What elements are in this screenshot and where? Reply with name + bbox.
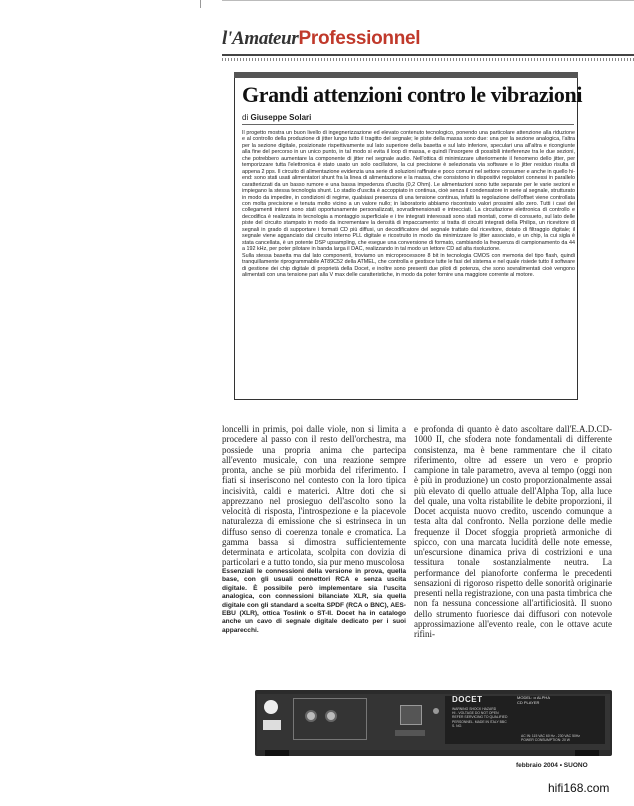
sidebar-paragraph: Sulla stessa basetta ma dal lato componenti, troviamo un microprocessore 8 bit in tecnologia CMOS con memoria del tipo flash, quindi tranquillamente riprogrammabile AT89C52 della ATMEL, che controlla e gestisce tutte le fasi del sistema e nel quale risiede tutto il software di gestione dei chip digitale di proprietà della Docet, e inoltre sono presenti due piloti di potenza, che sono sovralimentati cioè vengono alimentati con una tensione pari alla V max delle caratteristiche, in modo da poter fornire una maggiore corrente al motore. [242,252,575,278]
watermark: hifi168.com [548,781,610,795]
device-foot [265,750,289,756]
fuse-holder [395,730,425,736]
rca-connector-icon [305,710,317,722]
warning-label [452,707,542,728]
serial-sticker [263,720,281,730]
column-right-text: e profonda di quanto è dato ascoltare dall'E.A.D.CD-1000 II, che sfodera note fondamentali di differente consistenza, ma è bene rammentare che il citato riferimento, oltre ad essere un vero e proprio campione in tale parametro, aveva al tempo (oggi non è più in produzione) un costo proporzionalmente assai più elevato di quello attuale dell'Alpha Top, alla luce del quale, una volta ristabilite le debite proporzioni, il Docet acquista nuovo credito, uscendo comunque a testa alta dal confronto. Nella porzione delle medie frequenze il Docet sfoggia proprietà armoniche di spicco, con una marcata lucidità delle note emesse, un'escursione dinamica priva di costrizioni e una tessitura tonale sostanzialmente neutra. La performance del pianoforte conferma le precedenti sensazioni di rigoroso rispetto delle sonorità originarie presenti nella registrazione, con una pasta timbrica che non fa nessuna concessione all'artificiosità. Il suono dello strumento fuoriesce dai diffusori con notevole approssimazione all'evento reale, con le ottave acute rifini- [414,424,612,639]
section-title-prefix: l' [222,28,232,49]
page-footer: febbraio 2004 • SUONO [516,762,588,769]
byline-prefix: di [242,113,249,122]
top-rule [222,0,634,1]
spec-line: POWER CONSUMPTION: 20 W [521,738,570,743]
model-label [517,695,550,705]
model-line: CD PLAYER [517,700,540,705]
spec-line: AC IN: 115 VAC 60 Hz - 230 VAC 50Hz [521,734,580,738]
brand-logo: DOCET [452,695,483,704]
rca-connector-icon [325,710,337,722]
warning-line: REFER SERVICING TO QUALIFIED [452,715,508,720]
header-underline [222,54,634,56]
sidebar-box-top-bar [234,72,578,78]
model-line: MODEL: α ALPHA [517,695,550,700]
screw-icon [433,708,439,714]
warning-line: HI - VOLTAGE DO NOT OPEN [452,711,499,716]
article-title: Grandi attenzioni contro le vibrazioni [242,82,583,107]
warning-line: PERSONNEL. MADE IN ITALY BBC [452,719,507,724]
byline-rule [242,124,574,125]
ce-mark-icon [264,700,278,714]
photo-caption: Essenziali le connessioni della versione in prova, quella base, con gli usuali connettori RCA e senza uscita digitale. È possibile però implementare sia l'uscita analogica, con connessioni bilanciate XLR, sia quella digitale con gli standard a scelta SPDF (RCA o BNC), AES-EBU (XLR), ottica Toslink o ST-II. Docet ha in catalogo anche un cavo di segnale digitale dedicato per i suoi apparecchi. [222,568,406,634]
section-header [222,28,634,54]
sidebar-paragraph: Il progetto mostra un buon livello di ingegnerizzazione ed elevato contenuto tecnologico, ponendo una particolare attenzione alla riduzione e al controllo della produzione di jitter lungo tutto il tragitto del segnale; le piste della massa sono due: una per la sezione analogica, l'altra per la sezione digitale, posizionate rispettivamente sul lato superiore della basetta e sul lato inferiore, speculari una all'altra e ricongiunte alla fine del percorso in un unico punto, in tal modo si evita il loop di massa, e quindi l'insorgere di possibili interferenze tra le due sezioni, che potrebbero aumentare la componente di jitter nel segnale audio. Nell'ottica di minimizzare ulteriormente il fenomeno dello jitter, per temporizzare tutta l'elettronica è stato usato un solo oscillatore, la cui precisione è selezionata via software e lo jitter residuo risulta di appena 2 pps. Il circuito di alimentazione evidenzia una serie di soluzioni raffinate e poco comuni nel settore consumer e anche in quello hi-end: sono stati usati alimentatori shunt fra la linea di alimentazione e la massa, che consistono in dispositivi regolatori connessi in parallelo caratterizzati da un basso rumore e una bassa impedenza d'uscita (0,2 Ohm). Le alimentazioni sono tutte separate per le varie sezioni e impiegano la stessa tecnologia shunt. Lo stadio d'uscita è accoppiato in continua, cioè senza il condensatore in serie al segnale, strutturato in modo da impedire, in condizioni di regime, qualsiasi presenza di una tensione continua, infatti la regolazione dell'offset viene controllata con molta precisione e tenuta molto vicino a un valore nullo; in laboratorio abbiamo riscontrato valori prossimi allo zero. Tutti i cavi dei collegamenti interni sono stati opportunamente personalizzati, sovradimensionati e intrecciati. La circuitazione elettronica di controllo e decodifica è realizzata in tecnologia a montaggio superficiale e i tre integrati interessati sono stati montati, come di consueto, sul lato delle piste del circuito stampato in modo da incrementare la densità di impaccamento: si tratta di circuiti integrati della Philips, un ricevitore di segnali in grado di supportare i formati CD più diffusi, un decodificatore del segnale trattato dal ricevitore, dotato di filtraggio digitale; il segnale viene agganciato dal circuito interno PLL digitale e ricostruito in modo da minimizzare lo jitter associato, e un chip, la cui sigla è stata cancellata, è un potente DSP upsampling, che esegue una conversione di formato, cambiando la frequenza di campionamento da 44 a 192 kHz, per poter pilotare in banda larga il DAC, realizzando in tal modo un lettore CD ad alta risoluzione. [242,130,575,253]
header-dotted-rule [222,58,634,61]
section-title [222,28,420,49]
section-title-professionnel: Professionnel [298,28,421,49]
sidebar-body [242,130,575,396]
warning-line: S. NO. [452,723,463,728]
spec-label [521,734,580,742]
device-foot [575,750,599,756]
device-rear-panel-photo [255,690,612,756]
warning-line: WARNING SHOCK HAZARD [452,707,497,711]
section-title-amateur: Amateur [231,28,299,49]
column-left-text: loncelli in primis, poi dalle viole, non si limita a procedere al passo con il resto dell'orchestra, ma possiede una propria anima che partecipa all'evento musicale, con una reazione sempre pronta, anche se più morbida del riferimento. I fiati si inseriscono nel contesto con la loro tipica incisività, caldi e materici. Altre doti che si apprezzano nel prosieguo dell'ascolto sono la velocità di risposta, l'introspezione e la piacevole naturalezza di emissione che si estrinseca in un diffuso senso di coerenza tonale e cromatica. La gamma bassa si dimostra sufficientemente determinata e articolata, scolpita con dovizia di particolari e a tutto tondo, sia pur meno muscolosa [222,424,406,568]
byline [242,113,311,122]
author-name: Giuseppe Solari [250,113,312,122]
power-socket-icon [400,705,422,725]
margin-line [200,0,201,8]
